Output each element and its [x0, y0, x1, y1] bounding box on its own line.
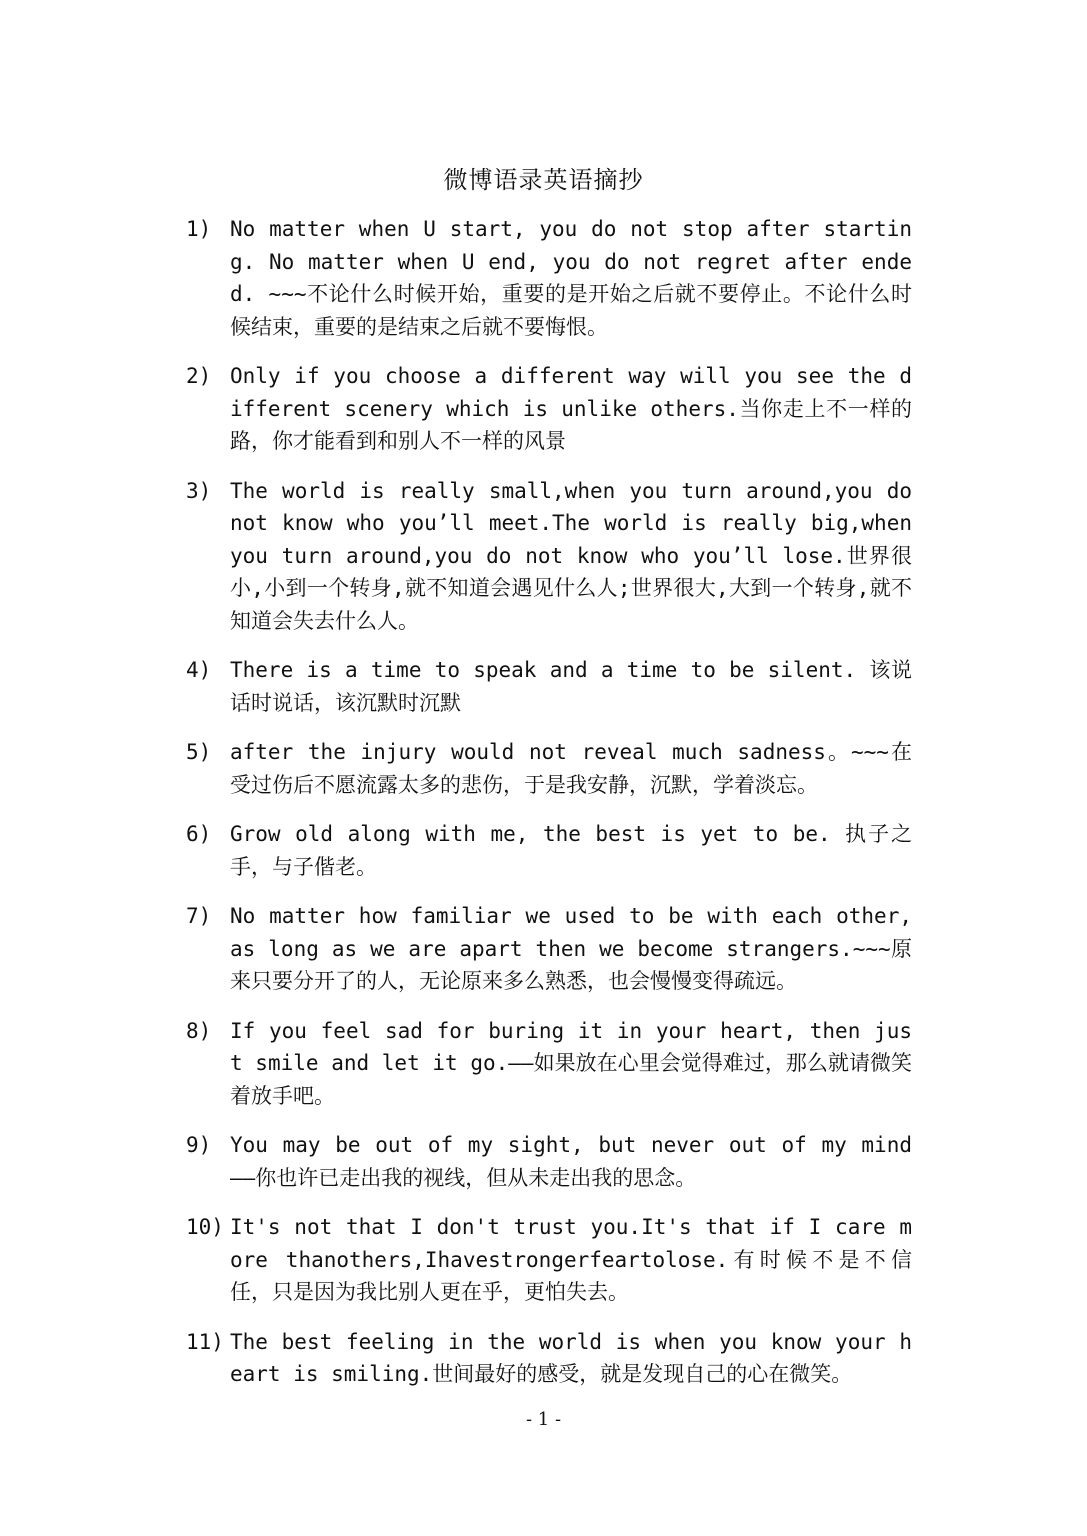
item-text: Only if you choose a different way will you see the different scenery which is unlike others.当你走上不一样的路，你才能看到和别人不一样的风景 — [230, 364, 912, 453]
quote-list — [186, 213, 912, 1408]
item-number: 8) — [186, 1018, 212, 1043]
list-item — [186, 213, 912, 343]
list-item — [186, 736, 912, 801]
item-text: after the injury would not reveal much sadness。~~~在受过伤后不愿流露太多的悲伤，于是我安静，沉默，学着淡忘。 — [230, 740, 912, 797]
page-title: 微博语录英语摘抄 — [443, 166, 644, 194]
list-item — [186, 1326, 912, 1391]
page-number: - 1 - — [525, 1409, 562, 1430]
list-item — [186, 818, 912, 883]
item-text: No matter how familiar we used to be with each other,as long as we are apart then we become strangers.~~~原来只要分开了的人，无论原来多么熟悉，也会慢慢变得疏远。 — [230, 904, 912, 993]
item-number: 11) — [186, 1329, 224, 1354]
item-number: 4) — [186, 658, 212, 682]
item-text: You may be out of my sight, but never out of my mind——你也许已走出我的视线，但从未走出我的思念。 — [230, 1133, 912, 1190]
list-item — [186, 654, 912, 719]
list-item — [186, 1129, 912, 1194]
list-item — [186, 1015, 912, 1113]
item-number: 1) — [186, 217, 212, 241]
item-number: 7) — [186, 904, 212, 928]
item-text: Grow old along with me, the best is yet to be. 执子之手，与子偕老。 — [230, 822, 912, 879]
list-item — [186, 900, 912, 998]
item-text: The best feeling in the world is when you know your heart is smiling.世间最好的感受，就是发现自己的心在微笑。 — [230, 1329, 912, 1386]
list-item — [186, 1211, 912, 1309]
item-number: 9) — [186, 1133, 212, 1157]
item-text: The world is really small,when you turn around,you do not know who you’ll meet.The world is really big,when you turn around,you do not know who you’ll lose.世界很小,小到一个转身,就不知道会遇见什么人;世界很大,大到一个转身,就不知道会失去什么人。 — [230, 478, 912, 633]
item-number: 6) — [186, 822, 212, 846]
item-number: 3) — [186, 478, 212, 503]
item-text: If you feel sad for buring it in your heart, then just smile and let it go.——如果放在心里会觉得难过，那么就请微笑着放手吧。 — [230, 1018, 912, 1108]
list-item — [186, 475, 912, 638]
list-item — [186, 360, 912, 458]
item-text: No matter when U start, you do not stop after starting. No matter when U end, you do not regret after ended. ~~~不论什么时候开始，重要的是开始之后就不要停止。不论什么时候结束，重要的是结束之后就不要悔恨。 — [230, 217, 912, 339]
item-text: There is a time to speak and a time to be silent. 该说话时说话，该沉默时沉默 — [230, 658, 912, 715]
item-number: 10) — [186, 1215, 224, 1239]
item-number: 5) — [186, 740, 212, 764]
item-text: It's not that I don't trust you.It's that if I care more thanothers,Ihavestrongerfeartolose.有时候不是不信任，只是因为我比别人更在乎，更怕失去。 — [230, 1215, 912, 1304]
item-number: 2) — [186, 364, 212, 388]
